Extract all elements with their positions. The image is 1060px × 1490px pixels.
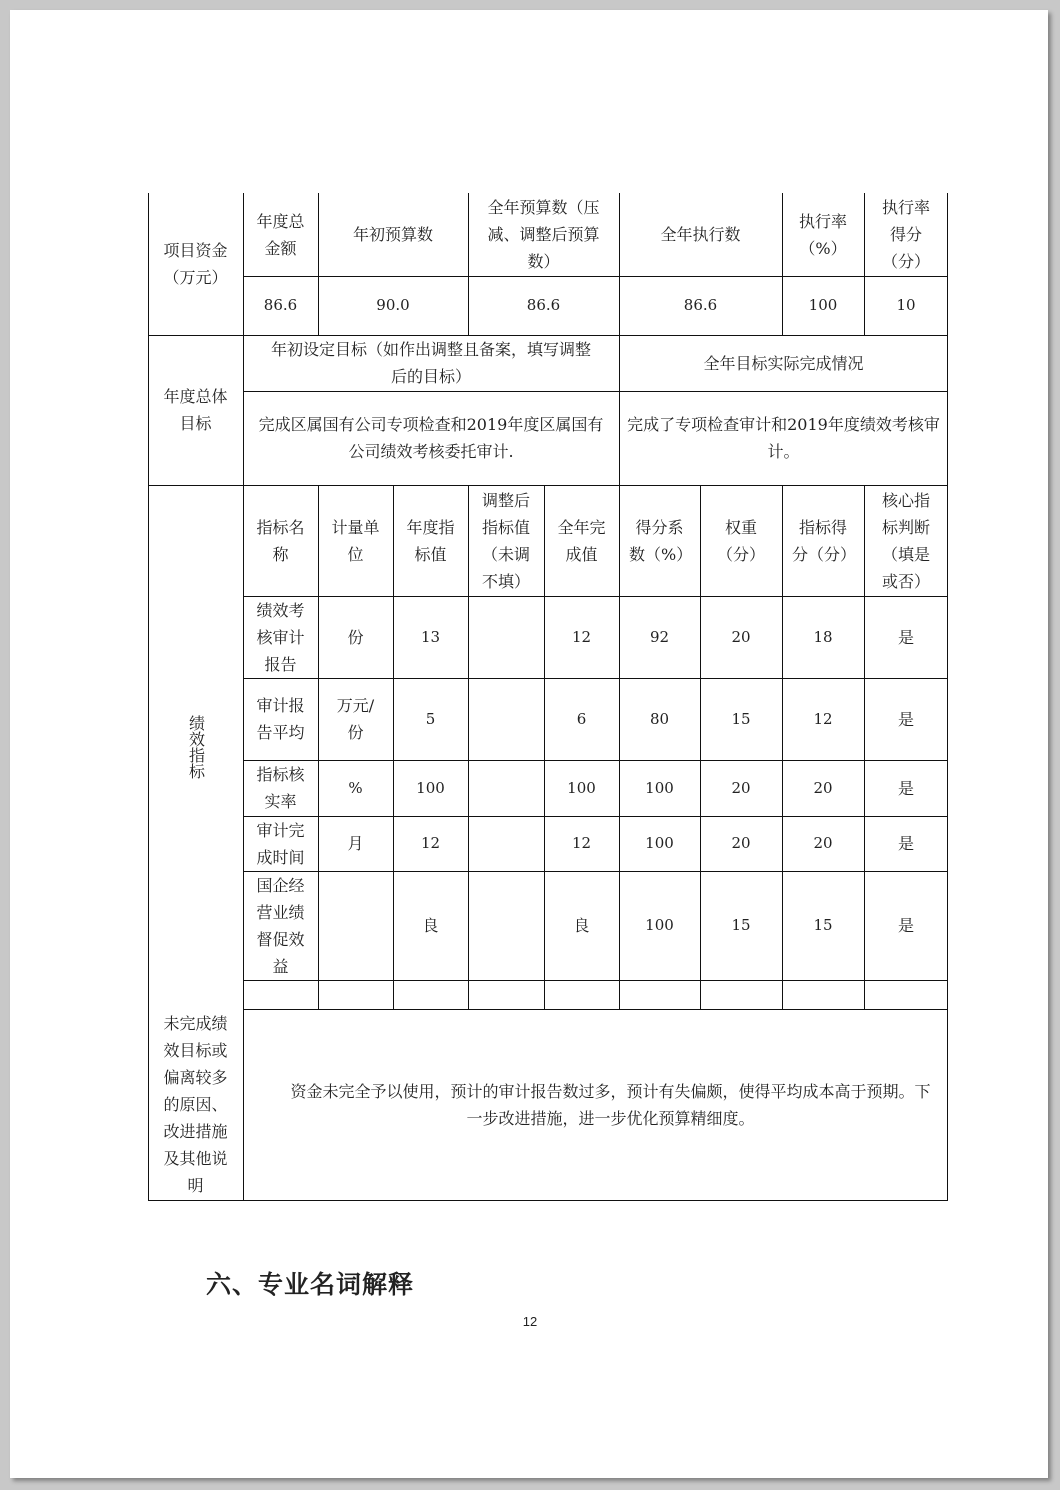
indicator-row-2-score: 12 [813, 709, 833, 728]
indicator-row-3-core: 是 [897, 778, 914, 798]
indicator-row-4-adjusted [468, 816, 544, 871]
indicator-header-core: 核心指标判断（填是或否） [881, 490, 930, 591]
indicator-row-3-name: 指标核实率 [256, 765, 305, 811]
indicator-row-4-coefficient: 100 [645, 834, 674, 852]
indicator-row-5-core: 是 [897, 916, 914, 935]
indicator-row-2-weight: 15 [731, 709, 751, 728]
indicator-row-2-coefficient: 80 [649, 709, 670, 728]
funding-header-annual-budget: 全年预算数（压减、调整后预算数） [487, 198, 600, 271]
indicator-row-5-score: 15 [813, 916, 833, 934]
indicator-row-2-adjusted [468, 678, 544, 760]
funding-header-executed: 全年执行数 [660, 225, 741, 244]
indicators-row-label: 绩效指标 [186, 715, 206, 779]
indicator-row-1-coefficient: 92 [649, 627, 670, 646]
indicator-row-3-unit: % [348, 778, 363, 797]
indicator-row-1-core: 是 [897, 627, 914, 647]
indicator-header-unit: 计量单位 [331, 517, 380, 564]
indicator-row-5-name: 国企经营业绩督促效益 [256, 875, 305, 976]
funding-value-executed: 86.6 [683, 296, 718, 314]
indicator-row-4-score: 20 [813, 834, 833, 852]
indicator-row-3-completed: 100 [567, 778, 596, 797]
indicator-header-weight: 权重（分） [717, 517, 766, 564]
funding-header-rate-score: 执行率得分（分） [881, 198, 930, 271]
remarks-text: 资金未完全予以使用，预计的审计报告数过多，预计有失偏颇，使得平均成本高于预期。下一步改进措施，进一步优化预算精细度。 [290, 1081, 931, 1128]
indicator-row-5-coefficient: 100 [645, 916, 674, 934]
indicator-row-3-weight: 20 [731, 778, 751, 797]
indicator-row-5-completed: 良 [573, 916, 590, 935]
indicator-row-4-target: 12 [420, 834, 441, 852]
goals-row-label: 年度总体目标 [163, 387, 228, 433]
goals-actual-header: 全年目标实际完成情况 [703, 353, 864, 373]
indicator-row-4-core: 是 [897, 834, 914, 853]
indicator-row-2-unit: 万元/份 [336, 696, 375, 742]
indicator-row-2-core: 是 [897, 709, 914, 729]
remarks-row-label: 未完成绩效目标或偏离较多的原因、改进措施及其他说明 [163, 1014, 228, 1195]
funding-value-rate-score: 10 [896, 296, 916, 314]
indicator-row-2-completed: 6 [576, 709, 587, 728]
indicator-row-1-completed: 12 [571, 627, 592, 646]
indicator-row-1-adjusted [468, 596, 544, 678]
indicator-row-2-name: 审计报告平均 [256, 696, 305, 742]
indicator-row-4-name: 审计完成时间 [256, 820, 305, 867]
indicator-header-annual-target: 年度指标值 [406, 517, 455, 564]
indicator-row-1-score: 18 [813, 627, 833, 646]
indicator-row-5-adjusted [468, 871, 544, 980]
goals-actual-text: 完成了专项检查审计和2019年度绩效考核审计。 [627, 415, 940, 461]
indicator-row-4-weight: 20 [731, 834, 751, 852]
indicator-header-name: 指标名称 [256, 517, 305, 564]
indicator-row-5-target: 良 [422, 916, 439, 935]
funding-value-annual-budget: 86.6 [526, 296, 561, 314]
indicator-row-3-target: 100 [416, 778, 445, 797]
indicator-row-3-score: 20 [813, 778, 833, 797]
section-heading: 六、专业名词解释 [206, 1270, 415, 1299]
page-number: 12 [522, 1314, 538, 1329]
indicator-row-2-target: 5 [425, 709, 436, 728]
indicator-header-score: 指标得分（分） [792, 517, 857, 564]
indicator-header-adjusted-target: 调整后指标值（未调不填） [481, 490, 530, 591]
goals-initial-text: 完成区属国有公司专项检查和2019年度区属国有公司绩效考核委托审计. [258, 415, 604, 461]
indicator-row-5-unit [318, 871, 393, 980]
performance-table [148, 193, 948, 1201]
indicator-row-4-completed: 12 [571, 834, 592, 852]
indicator-row-3-coefficient: 100 [645, 778, 674, 797]
funding-header-initial-budget: 年初预算数 [352, 225, 433, 244]
goals-initial-header: 年初设定目标（如作出调整且备案，填写调整后的目标） [270, 340, 591, 386]
indicator-header-score-coefficient: 得分系数（%） [629, 517, 693, 564]
indicator-header-completed: 全年完成值 [557, 517, 606, 564]
indicator-row-3-adjusted [468, 760, 544, 816]
funding-value-total: 86.6 [263, 296, 298, 314]
indicator-row-5-weight: 15 [731, 916, 751, 934]
funding-header-execution-rate: 执行率（%） [798, 211, 847, 258]
indicator-row-1-target: 13 [420, 627, 441, 646]
indicator-row-4-unit: 月 [347, 834, 364, 853]
funding-row-label: 项目资金（万元） [163, 241, 228, 287]
indicator-row-1-weight: 20 [731, 627, 751, 646]
funding-value-initial-budget: 90.0 [376, 296, 410, 314]
indicator-row-1-unit: 份 [347, 627, 364, 647]
indicator-row-1-name: 绩效考核审计报告 [256, 600, 305, 674]
funding-value-execution-rate: 100 [808, 296, 838, 314]
funding-header-total: 年度总金额 [256, 211, 305, 258]
